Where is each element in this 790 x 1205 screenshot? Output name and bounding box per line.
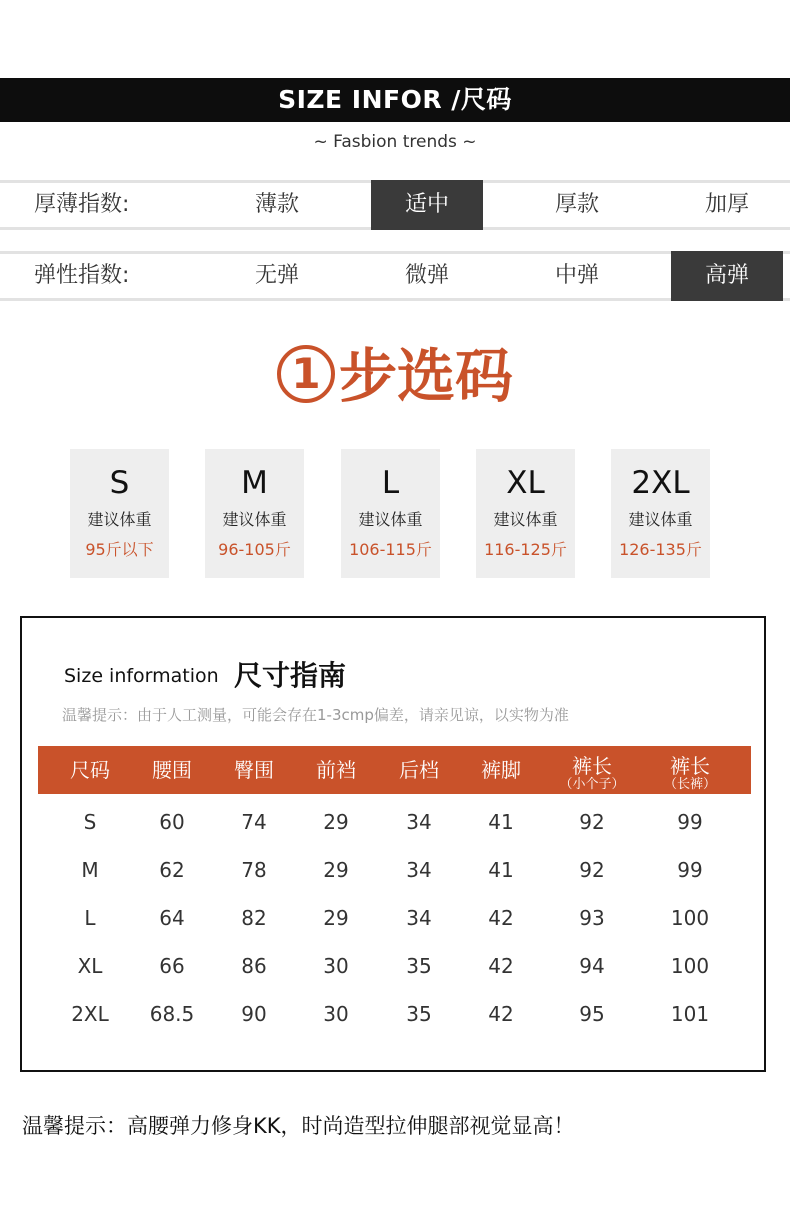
thickness-option-extra-thick: 加厚	[704, 192, 749, 217]
elasticity-index-row	[0, 251, 790, 301]
table-cell: 90	[241, 1002, 267, 1026]
table-cell: 29	[323, 906, 349, 930]
size-card-size: S	[109, 465, 130, 501]
size-table-title-en: Size information	[64, 665, 219, 687]
table-row	[38, 798, 751, 846]
table-cell: 35	[406, 1002, 432, 1026]
table-cell: 41	[488, 858, 514, 882]
table-cell: 42	[488, 1002, 514, 1026]
table-cell: XL	[77, 954, 103, 978]
table-cell: 93	[579, 906, 605, 930]
table-header	[38, 746, 751, 794]
thickness-option-medium-selected: 适中	[371, 180, 483, 230]
size-card-xl	[476, 449, 575, 578]
size-card-weight: 106-115斤	[349, 540, 432, 559]
page-title: SIZE INFOR /尺码	[0, 78, 790, 122]
table-cell: 66	[159, 954, 185, 978]
size-card-label: 建议体重	[87, 510, 152, 529]
table-cell: 29	[323, 858, 349, 882]
table-cell: 82	[241, 906, 267, 930]
table-cell: 42	[488, 954, 514, 978]
size-card-2xl	[611, 449, 710, 578]
header-cell: 腰围	[152, 758, 192, 782]
size-card-weight: 126-135斤	[619, 540, 702, 559]
circled-number: 1	[277, 345, 335, 403]
header-cell-sub: （小个子）	[559, 777, 625, 792]
thickness-option-thick: 厚款	[554, 192, 599, 217]
elasticity-option-medium: 中弹	[554, 263, 599, 288]
header-cell: 尺码	[70, 758, 110, 782]
table-cell: 30	[323, 954, 349, 978]
table-cell: 60	[159, 810, 185, 834]
table-cell: 74	[241, 810, 267, 834]
table-row	[38, 942, 751, 990]
header-cell	[544, 746, 640, 794]
table-cell: 2XL	[71, 1002, 109, 1026]
table-cell: 29	[323, 810, 349, 834]
size-card-m	[205, 449, 304, 578]
elasticity-option-high-selected: 高弹	[671, 251, 783, 301]
table-cell: 34	[406, 906, 432, 930]
table-cell: S	[83, 810, 97, 834]
size-card-label: 建议体重	[493, 510, 558, 529]
thickness-index-row	[0, 180, 790, 230]
table-row	[38, 894, 751, 942]
elasticity-label: 弹性指数:	[34, 263, 130, 288]
header-cell	[642, 746, 738, 794]
size-card-weight: 116-125斤	[484, 540, 567, 559]
size-card-l	[341, 449, 440, 578]
table-cell: 99	[677, 858, 703, 882]
table-cell: 42	[488, 906, 514, 930]
table-cell: 34	[406, 858, 432, 882]
table-cell: 64	[159, 906, 185, 930]
size-card-weight: 96-105斤	[218, 540, 291, 559]
size-card-size: M	[241, 465, 268, 501]
table-cell: 92	[579, 858, 605, 882]
table-cell: 68.5	[149, 1002, 195, 1026]
size-card-size: XL	[506, 465, 545, 501]
table-cell: M	[81, 858, 99, 882]
table-row	[38, 846, 751, 894]
header-cell: 裤脚	[481, 758, 521, 782]
elasticity-option-none: 无弹	[254, 263, 299, 288]
size-card-label: 建议体重	[358, 510, 423, 529]
size-table-box	[20, 616, 766, 1072]
table-cell: 78	[241, 858, 267, 882]
size-card-label: 建议体重	[222, 510, 287, 529]
size-table-title-cn: 尺寸指南	[234, 659, 347, 692]
table-cell: L	[84, 906, 96, 930]
size-card-label: 建议体重	[628, 510, 693, 529]
table-cell: 30	[323, 1002, 349, 1026]
size-card-weight: 95斤以下	[85, 540, 154, 559]
table-cell: 100	[670, 954, 710, 978]
header-cell: 前裆	[316, 758, 356, 782]
table-row	[38, 990, 751, 1038]
table-cell: 86	[241, 954, 267, 978]
table-cell: 35	[406, 954, 432, 978]
header-cell: 后档	[399, 758, 439, 782]
table-cell: 100	[670, 906, 710, 930]
header-cell-main: 裤长	[572, 754, 612, 778]
thickness-label: 厚薄指数:	[34, 192, 130, 217]
header-cell: 臀围	[234, 758, 274, 782]
table-cell: 94	[579, 954, 605, 978]
header-cell-sub: （长裤）	[663, 777, 716, 792]
size-card-size: L	[381, 465, 400, 501]
size-card-size: 2XL	[631, 465, 690, 501]
measurement-tip: 温馨提示：由于人工测量，可能会存在1-3cmp偏差，请亲见谅，以实物为准	[62, 706, 569, 724]
thickness-option-thin: 薄款	[254, 192, 299, 217]
elasticity-option-slight: 微弹	[404, 263, 449, 288]
table-cell: 41	[488, 810, 514, 834]
header-cell-main: 裤长	[670, 754, 710, 778]
step-title-text: 步选码	[338, 342, 513, 410]
size-card-s	[70, 449, 169, 578]
table-cell: 99	[677, 810, 703, 834]
table-cell: 62	[159, 858, 185, 882]
table-cell: 92	[579, 810, 605, 834]
table-cell: 34	[406, 810, 432, 834]
table-cell: 101	[670, 1002, 710, 1026]
step-title	[0, 338, 790, 414]
bottom-tip: 温馨提示：高腰弹力修身KK，时尚造型拉伸腿部视觉显高！	[22, 1114, 575, 1138]
page-subtitle: ~ Fasbion trends ~	[313, 132, 477, 152]
table-cell: 95	[579, 1002, 605, 1026]
